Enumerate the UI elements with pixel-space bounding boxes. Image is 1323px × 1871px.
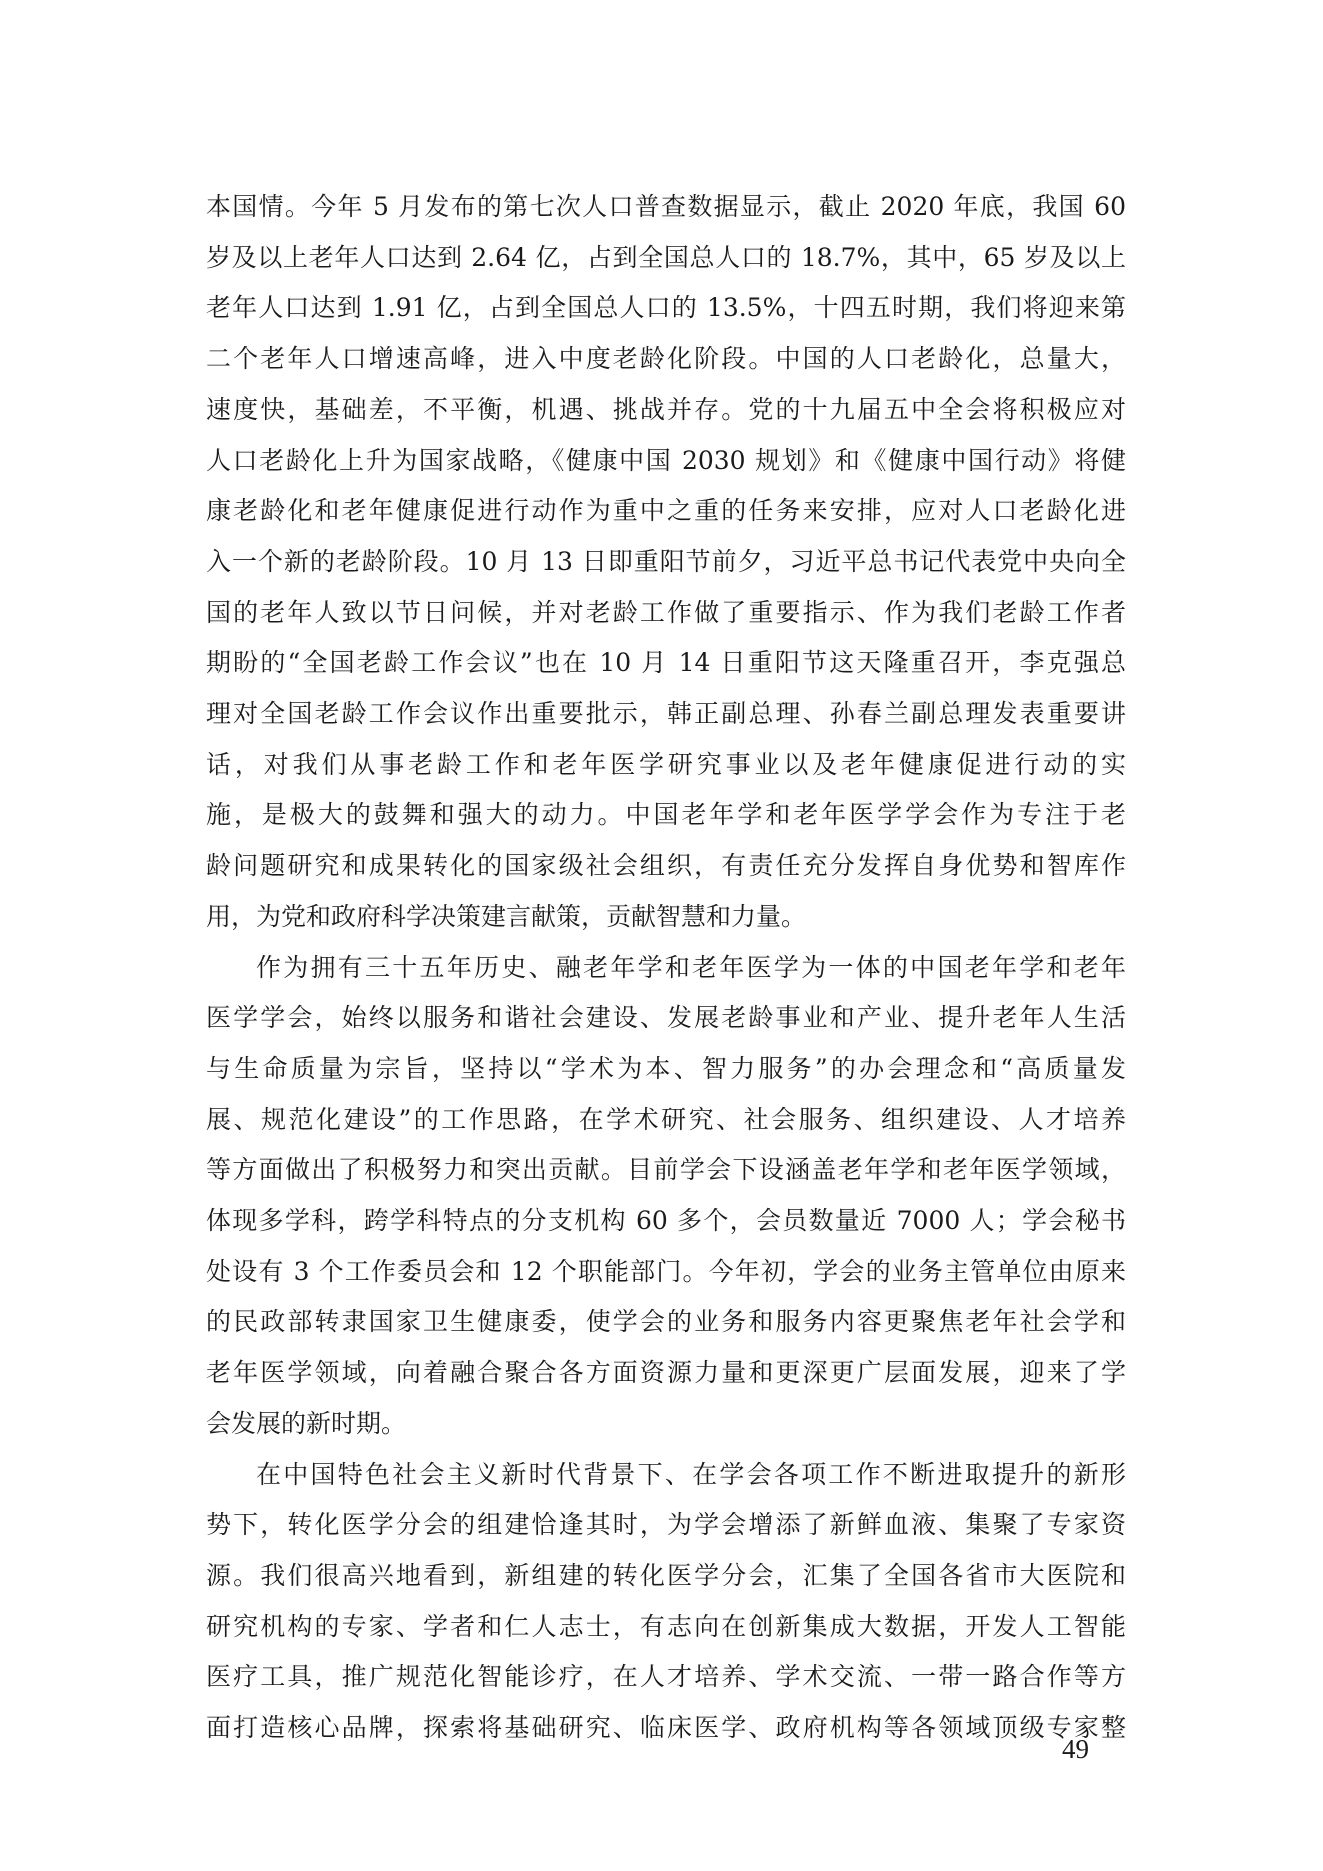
text-line: 医学学会，始终以服务和谐社会建设、发展老龄事业和产业、提升老年人生活 — [206, 1003, 1126, 1033]
page-number: 49 — [1062, 1734, 1089, 1764]
text-line: 在中国特色社会主义新时代背景下、在学会各项工作不断进取提升的新形 — [256, 1459, 1126, 1489]
text-line: 面打造核心品牌，探索将基础研究、临床医学、政府机构等各领域顶级专家整 — [206, 1713, 1126, 1743]
text-line: 与生命质量为宗旨，坚持以“学术为本、智力服务”的办会理念和“高质量发 — [206, 1053, 1126, 1083]
text-line: 康老龄化和老年健康促进行动作为重中之重的任务来安排，应对人口老龄化进 — [206, 496, 1126, 526]
text-line: 入一个新的老龄阶段。10 月 13 日即重阳节前夕，习近平总书记代表党中央向全 — [206, 546, 1126, 576]
text-line: 源。我们很高兴地看到，新组建的转化医学分会，汇集了全国各省市大医院和 — [206, 1560, 1126, 1590]
text-line: 展、规范化建设”的工作思路，在学术研究、社会服务、组织建设、人才培养 — [206, 1104, 1126, 1134]
text-line: 研究机构的专家、学者和仁人志士，有志向在创新集成大数据，开发人工智能 — [206, 1611, 1126, 1641]
text-line: 用，为党和政府科学决策建言献策，贡献智慧和力量。 — [206, 901, 807, 931]
text-line: 等方面做出了积极努力和突出贡献。目前学会下设涵盖老年学和老年医学领域， — [206, 1155, 1126, 1185]
text-line: 的民政部转隶国家卫生健康委，使学会的业务和服务内容更聚焦老年社会学和 — [206, 1307, 1126, 1337]
text-line: 人口老龄化上升为国家战略，《健康中国 2030 规划》和《健康中国行动》将健 — [206, 445, 1126, 475]
text-line: 施，是极大的鼓舞和强大的动力。中国老年学和老年医学学会作为专注于老 — [206, 800, 1126, 830]
text-line: 体现多学科，跨学科特点的分支机构 60 多个，会员数量近 7000 人；学会秘书 — [206, 1206, 1126, 1236]
text-line: 速度快，基础差，不平衡，机遇、挑战并存。党的十九届五中全会将积极应对 — [206, 394, 1126, 424]
body-text — [206, 182, 1126, 1754]
paragraph-1 — [206, 182, 1126, 943]
paragraph-2 — [206, 943, 1126, 1450]
text-line: 话，对我们从事老龄工作和老年医学研究事业以及老年健康促进行动的实 — [206, 749, 1126, 779]
text-line: 二个老年人口增速高峰，进入中度老龄化阶段。中国的人口老龄化，总量大， — [206, 344, 1126, 374]
text-line: 处设有 3 个工作委员会和 12 个职能部门。今年初，学会的业务主管单位由原来 — [206, 1256, 1126, 1286]
text-line: 岁及以上老年人口达到 2.64 亿，占到全国总人口的 18.7%，其中，65 岁及以上 — [206, 242, 1126, 272]
text-line: 医疗工具，推广规范化智能诊疗，在人才培养、学术交流、一带一路合作等方 — [206, 1662, 1126, 1692]
text-line: 老年医学领域，向着融合聚合各方面资源力量和更深更广层面发展，迎来了学 — [206, 1358, 1126, 1388]
text-line: 老年人口达到 1.91 亿，占到全国总人口的 13.5%，十四五时期，我们将迎来第 — [206, 293, 1126, 323]
text-line: 会发展的新时期。 — [206, 1408, 407, 1438]
text-line: 本国情。今年 5 月发布的第七次人口普查数据显示，截止 2020 年底，我国 60 — [206, 192, 1126, 221]
text-line: 龄问题研究和成果转化的国家级社会组织，有责任充分发挥自身优势和智库作 — [206, 851, 1126, 881]
text-line: 期盼的“全国老龄工作会议”也在 10 月 14 日重阳节这天隆重召开，李克强总 — [206, 648, 1126, 678]
text-line: 势下，转化医学分会的组建恰逢其时，为学会增添了新鲜血液、集聚了专家资 — [206, 1510, 1126, 1540]
paragraph-3 — [206, 1450, 1126, 1754]
text-line: 理对全国老龄工作会议作出重要批示，韩正副总理、孙春兰副总理发表重要讲 — [206, 699, 1126, 729]
text-line: 国的老年人致以节日问候，并对老龄工作做了重要指示、作为我们老龄工作者 — [206, 597, 1126, 627]
text-line: 作为拥有三十五年历史、融老年学和老年医学为一体的中国老年学和老年 — [256, 952, 1126, 982]
